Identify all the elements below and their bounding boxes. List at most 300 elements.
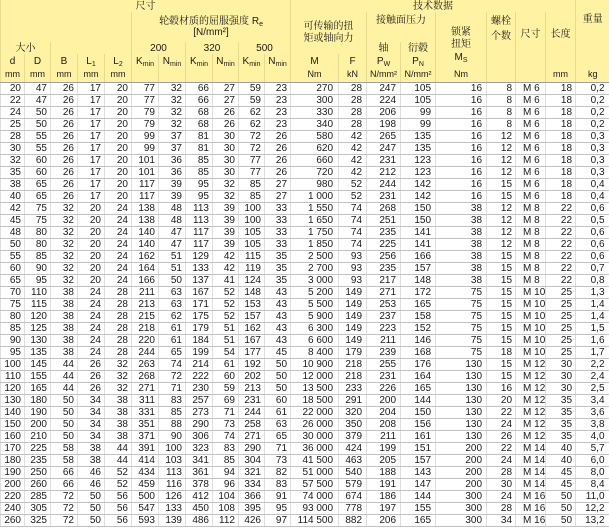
cell-axial-force-f: 424: [339, 442, 367, 454]
cell-length-l1: 24: [78, 286, 105, 298]
cell-kmin-500: 167: [239, 334, 265, 346]
cell-tightening-torque-ms: 38: [436, 202, 487, 214]
cell-pressure-shaft: 188: [367, 466, 401, 478]
cell-outer-d: 80: [25, 238, 51, 250]
unit-blank: [516, 68, 546, 82]
contact-pressure-header: 接触面压力: [367, 12, 436, 42]
tightening-symbol-sub: S: [462, 56, 468, 64]
table-row: [1, 286, 609, 298]
cell-torque-m: 300: [291, 94, 339, 106]
cell-outer-d: 90: [25, 262, 51, 274]
cell-width-b: 38: [51, 334, 78, 346]
cell-kmin-200: 101: [132, 166, 159, 178]
cell-bolt-size: M 10: [516, 310, 546, 322]
cell-bolt-size: M 6: [516, 178, 546, 190]
cell-nmin-320: 52: [213, 310, 239, 322]
cell-tightening-torque-ms: 130: [436, 358, 487, 370]
cell-outer-d: 120: [25, 310, 51, 322]
cell-weight: 0,4: [576, 178, 609, 190]
cell-width-b: 26: [51, 82, 78, 94]
symbol-base: K: [136, 55, 143, 67]
symbol-sub: W: [383, 60, 391, 68]
cell-pressure-hub: 165: [401, 298, 436, 310]
cell-pressure-shaft: 206: [367, 514, 401, 526]
symbol-b: [51, 54, 78, 68]
cell-torque-m: 580: [291, 130, 339, 142]
cell-nmin-320: 39: [213, 214, 239, 226]
cell-nmin-200: 37: [159, 130, 186, 142]
cell-length-l2: 38: [105, 430, 132, 442]
cell-kmin-200: 218: [132, 322, 159, 334]
cell-bore-d: 130: [1, 394, 25, 406]
cell-kmin-500: 153: [239, 298, 265, 310]
cell-length-l2: 52: [105, 466, 132, 478]
cell-bolt-length: 22: [546, 202, 576, 214]
cell-bolt-length: 18: [546, 118, 576, 130]
cell-weight: 6,0: [576, 454, 609, 466]
cell-bore-d: 50: [1, 238, 25, 250]
cell-nmin-500: 63: [265, 418, 291, 430]
cell-pressure-hub: 152: [401, 322, 436, 334]
cell-bolt-size: M 8: [516, 226, 546, 238]
table-row: [1, 370, 609, 382]
cell-nmin-200: 61: [159, 334, 186, 346]
cell-weight: 0,2: [576, 82, 609, 94]
cell-bolt-size: M 8: [516, 250, 546, 262]
cell-kmin-200: 77: [132, 82, 159, 94]
cell-bolt-count: 12: [487, 226, 516, 238]
cell-length-l1: 26: [78, 358, 105, 370]
cell-pressure-shaft: 197: [367, 502, 401, 514]
cell-tightening-torque-ms: 16: [436, 166, 487, 178]
cell-length-l2: 32: [105, 370, 132, 382]
cell-bore-d: 80: [1, 310, 25, 322]
symbol-kmin-320: [186, 54, 213, 68]
cell-nmin-320: 27: [213, 82, 239, 94]
cell-bolt-count: 15: [487, 334, 516, 346]
cell-weight: 0,6: [576, 202, 609, 214]
cell-kmin-500: 162: [239, 322, 265, 334]
cell-bolt-count: 15: [487, 310, 516, 322]
cell-tightening-torque-ms: 16: [436, 94, 487, 106]
cell-length-l2: 20: [105, 154, 132, 166]
cell-nmin-500: 27: [265, 190, 291, 202]
cell-outer-d: 200: [25, 418, 51, 430]
cell-axial-force-f: 179: [339, 346, 367, 358]
cell-nmin-320: 32: [213, 190, 239, 202]
cell-kmin-500: 62: [239, 118, 265, 130]
cell-kmin-200: 101: [132, 154, 159, 166]
cell-weight: 1,5: [576, 322, 609, 334]
cell-nmin-500: 27: [265, 178, 291, 190]
cell-bore-d: 100: [1, 358, 25, 370]
cell-kmin-320: 81: [186, 130, 213, 142]
cell-length-l1: 17: [78, 142, 105, 154]
cell-length-l1: 50: [78, 490, 105, 502]
cell-kmin-320: 175: [186, 310, 213, 322]
bolt-length-header: 长度: [546, 12, 576, 68]
transmissible-line-1: 可传输的扭: [303, 21, 354, 32]
cell-length-l2: 20: [105, 178, 132, 190]
cell-tightening-torque-ms: 38: [436, 262, 487, 274]
cell-width-b: 72: [51, 502, 78, 514]
cell-nmin-320: 32: [213, 178, 239, 190]
cell-kmin-500: 124: [239, 274, 265, 286]
unit-blank: [265, 68, 291, 82]
cell-bore-d: 260: [1, 514, 25, 526]
cell-nmin-500: 73: [265, 454, 291, 466]
cell-bore-d: 32: [1, 154, 25, 166]
cell-nmin-500: 43: [265, 298, 291, 310]
cell-kmin-200: 215: [132, 310, 159, 322]
cell-weight: 0,2: [576, 118, 609, 130]
size-label: 大小: [1, 42, 51, 54]
cell-bore-d: 110: [1, 370, 25, 382]
cell-bore-d: 75: [1, 298, 25, 310]
cell-nmin-200: 113: [159, 466, 186, 478]
cell-bore-d: 190: [1, 466, 25, 478]
cell-nmin-500: 23: [265, 82, 291, 94]
cell-kmin-200: 213: [132, 298, 159, 310]
cell-nmin-500: 23: [265, 94, 291, 106]
cell-nmin-320: 94: [213, 466, 239, 478]
unit-blank: [132, 68, 159, 82]
cell-nmin-200: 32: [159, 94, 186, 106]
cell-kmin-200: 371: [132, 430, 159, 442]
cell-bolt-count: 15: [487, 298, 516, 310]
cell-kmin-320: 306: [186, 430, 213, 442]
transmissible-torque-header: [291, 12, 367, 54]
cell-width-b: 26: [51, 190, 78, 202]
cell-bolt-size: M 10: [516, 322, 546, 334]
cell-kmin-200: 164: [132, 262, 159, 274]
symbol-base: L: [113, 55, 119, 67]
cell-pressure-shaft: 265: [367, 130, 401, 142]
cell-kmin-320: 184: [186, 334, 213, 346]
cell-nmin-320: 30: [213, 154, 239, 166]
cell-weight: 0,8: [576, 274, 609, 286]
cell-pressure-shaft: 256: [367, 250, 401, 262]
cell-length-l2: 24: [105, 262, 132, 274]
cell-tightening-torque-ms: 130: [436, 370, 487, 382]
cell-axial-force-f: 320: [339, 406, 367, 418]
cell-width-b: 26: [51, 154, 78, 166]
table-row: [1, 166, 609, 178]
cell-weight: 1,7: [576, 346, 609, 358]
cell-pressure-hub: 99: [401, 118, 436, 130]
cell-nmin-500: 43: [265, 310, 291, 322]
cell-tightening-torque-ms: 38: [436, 274, 487, 286]
cell-outer-d: 125: [25, 322, 51, 334]
cell-nmin-500: 50: [265, 370, 291, 382]
unit-pressure-shaft: N/mm²: [367, 68, 401, 82]
table-row: [1, 502, 609, 514]
cell-bore-d: 200: [1, 478, 25, 490]
cell-kmin-200: 138: [132, 202, 159, 214]
cell-nmin-500: 50: [265, 382, 291, 394]
cell-kmin-500: 59: [239, 82, 265, 94]
cell-width-b: 32: [51, 214, 78, 226]
cell-width-b: 44: [51, 370, 78, 382]
group-technical-header: 技术数据: [291, 0, 576, 12]
cell-outer-d: 285: [25, 490, 51, 502]
cell-bolt-size: M 10: [516, 286, 546, 298]
cell-axial-force-f: 74: [339, 238, 367, 250]
cell-nmin-500: 97: [265, 514, 291, 526]
cell-pressure-shaft: 244: [367, 178, 401, 190]
cell-length-l1: 26: [78, 370, 105, 382]
cell-weight: 0,3: [576, 166, 609, 178]
cell-bolt-length: 18: [546, 142, 576, 154]
cell-torque-m: 30 000: [291, 430, 339, 442]
cell-bolt-length: 25: [546, 334, 576, 346]
cell-kmin-320: 378: [186, 478, 213, 490]
cell-kmin-500: 59: [239, 94, 265, 106]
cell-bolt-length: 50: [546, 514, 576, 526]
cell-weight: 1,6: [576, 334, 609, 346]
cell-torque-m: 2 700: [291, 262, 339, 274]
cell-nmin-320: 39: [213, 226, 239, 238]
cell-length-l1: 24: [78, 346, 105, 358]
cell-bolt-length: 30: [546, 382, 576, 394]
symbol-sub: min: [249, 60, 261, 68]
tightening-torque-header: [436, 12, 487, 68]
bolt-line-2: 个数: [491, 31, 512, 42]
cell-kmin-320: 137: [186, 274, 213, 286]
cell-kmin-500: 85: [239, 178, 265, 190]
cell-weight: 0,3: [576, 130, 609, 142]
cell-length-l2: 56: [105, 502, 132, 514]
cell-outer-d: 75: [25, 202, 51, 214]
symbol-sub: min: [223, 60, 235, 68]
cell-tightening-torque-ms: 300: [436, 490, 487, 502]
cell-weight: 1,4: [576, 310, 609, 322]
symbol-base: d: [9, 55, 16, 67]
cell-torque-m: 1 650: [291, 214, 339, 226]
cell-axial-force-f: 463: [339, 454, 367, 466]
cell-pressure-shaft: 204: [367, 406, 401, 418]
symbol-torque-m: [291, 54, 339, 68]
cell-bore-d: 240: [1, 502, 25, 514]
cell-torque-m: 1 750: [291, 226, 339, 238]
cell-torque-m: 980: [291, 178, 339, 190]
symbol-l2: [105, 54, 132, 68]
cell-nmin-200: 32: [159, 82, 186, 94]
cell-nmin-200: 100: [159, 442, 186, 454]
cell-bolt-length: 50: [546, 502, 576, 514]
cell-bore-d: 45: [1, 214, 25, 226]
cell-kmin-200: 79: [132, 118, 159, 130]
cell-kmin-200: 79: [132, 106, 159, 118]
cell-length-l1: 17: [78, 190, 105, 202]
symbol-base: D: [33, 55, 42, 67]
cell-nmin-200: 32: [159, 106, 186, 118]
cell-outer-d: 110: [25, 286, 51, 298]
yield-strength-sub: e: [259, 21, 263, 28]
cell-torque-m: 114 500: [291, 514, 339, 526]
cell-torque-m: 57 500: [291, 478, 339, 490]
tightening-line-1: 锁紧: [451, 26, 472, 38]
cell-nmin-200: 74: [159, 358, 186, 370]
cell-torque-m: 18 500: [291, 394, 339, 406]
symbol-nmin-320: [213, 54, 239, 68]
cell-width-b: 32: [51, 202, 78, 214]
cell-tightening-torque-ms: 75: [436, 322, 487, 334]
table-row: [1, 202, 609, 214]
cell-bore-d: 65: [1, 274, 25, 286]
cell-nmin-320: 71: [213, 406, 239, 418]
cell-kmin-320: 113: [186, 214, 213, 226]
cell-length-l2: 20: [105, 130, 132, 142]
yield-strength-header: [132, 12, 291, 42]
symbol-nmin-500: [265, 54, 291, 68]
cell-torque-m: 620: [291, 142, 339, 154]
cell-outer-d: 65: [25, 190, 51, 202]
table-row: [1, 382, 609, 394]
cell-pressure-shaft: 200: [367, 394, 401, 406]
table-row: [1, 442, 609, 454]
cell-pressure-shaft: 251: [367, 214, 401, 226]
cell-nmin-320: 39: [213, 238, 239, 250]
cell-weight: 0,6: [576, 238, 609, 250]
cell-kmin-320: 66: [186, 94, 213, 106]
cell-nmin-500: 33: [265, 226, 291, 238]
cell-pressure-hub: 168: [401, 346, 436, 358]
cell-nmin-500: 95: [265, 502, 291, 514]
cell-kmin-500: 426: [239, 514, 265, 526]
cell-outer-d: 165: [25, 382, 51, 394]
cell-bolt-count: 12: [487, 154, 516, 166]
cell-bore-d: 220: [1, 490, 25, 502]
cell-pressure-hub: 155: [401, 502, 436, 514]
cell-nmin-320: 104: [213, 490, 239, 502]
cell-kmin-500: 366: [239, 490, 265, 502]
cell-bore-d: 40: [1, 190, 25, 202]
cell-torque-m: 2 500: [291, 250, 339, 262]
cell-nmin-500: 26: [265, 154, 291, 166]
cell-kmin-320: 171: [186, 298, 213, 310]
cell-weight: 12,2: [576, 502, 609, 514]
cell-axial-force-f: 882: [339, 514, 367, 526]
symbol-force-f: [339, 54, 367, 68]
unit-l1: mm: [78, 68, 105, 82]
cell-nmin-500: 33: [265, 202, 291, 214]
cell-axial-force-f: 149: [339, 298, 367, 310]
cell-axial-force-f: 379: [339, 430, 367, 442]
cell-weight: 3,4: [576, 394, 609, 406]
cell-pressure-shaft: 211: [367, 334, 401, 346]
cell-weight: 0,4: [576, 190, 609, 202]
table-row: [1, 310, 609, 322]
cell-bolt-count: 20: [487, 394, 516, 406]
cell-tightening-torque-ms: 75: [436, 286, 487, 298]
cell-bolt-length: 22: [546, 250, 576, 262]
cell-bore-d: 70: [1, 286, 25, 298]
cell-bolt-count: 30: [487, 478, 516, 490]
cell-kmin-320: 133: [186, 262, 213, 274]
cell-bolt-size: M 6: [516, 118, 546, 130]
cell-nmin-320: 30: [213, 130, 239, 142]
cell-bolt-size: M 6: [516, 82, 546, 94]
cell-outer-d: 325: [25, 514, 51, 526]
symbol-sub: min: [142, 60, 154, 68]
cell-outer-d: 305: [25, 502, 51, 514]
cell-axial-force-f: 291: [339, 394, 367, 406]
cell-bolt-count: 8: [487, 94, 516, 106]
cell-bolt-count: 15: [487, 370, 516, 382]
cell-bore-d: 95: [1, 346, 25, 358]
cell-kmin-320: 117: [186, 226, 213, 238]
cell-bolt-size: M 12: [516, 430, 546, 442]
table-row: [1, 106, 609, 118]
cell-tightening-torque-ms: 38: [436, 238, 487, 250]
cell-kmin-320: 222: [186, 370, 213, 382]
cell-kmin-500: 192: [239, 358, 265, 370]
cell-kmin-320: 323: [186, 442, 213, 454]
cell-length-l1: 34: [78, 418, 105, 430]
cell-kmin-200: 434: [132, 466, 159, 478]
cell-axial-force-f: 350: [339, 418, 367, 430]
cell-bolt-size: M 8: [516, 202, 546, 214]
cell-bolt-size: M 6: [516, 154, 546, 166]
bolt-count-header: [487, 12, 516, 68]
cell-width-b: 44: [51, 382, 78, 394]
cell-kmin-200: 140: [132, 226, 159, 238]
cell-nmin-200: 139: [159, 514, 186, 526]
cell-pressure-shaft: 235: [367, 226, 401, 238]
cell-length-l2: 20: [105, 142, 132, 154]
unit-torque: Nm: [291, 68, 339, 82]
unit-blank: [186, 68, 213, 82]
cell-torque-m: 270: [291, 82, 339, 94]
cell-bolt-size: M 10: [516, 346, 546, 358]
cell-bolt-length: 40: [546, 454, 576, 466]
cell-length-l2: 20: [105, 82, 132, 94]
cell-tightening-torque-ms: 75: [436, 346, 487, 358]
cell-pressure-shaft: 225: [367, 238, 401, 250]
cell-pressure-hub: 161: [401, 430, 436, 442]
cell-torque-m: 5 200: [291, 286, 339, 298]
table-row: [1, 514, 609, 526]
cell-kmin-500: 105: [239, 238, 265, 250]
cell-kmin-500: 244: [239, 406, 265, 418]
cell-pressure-hub: 164: [401, 370, 436, 382]
cell-axial-force-f: 778: [339, 502, 367, 514]
cell-length-l1: 34: [78, 406, 105, 418]
cell-axial-force-f: 74: [339, 214, 367, 226]
cell-bore-d: 90: [1, 334, 25, 346]
cell-bore-d: 140: [1, 406, 25, 418]
cell-torque-m: 22 000: [291, 406, 339, 418]
cell-axial-force-f: 674: [339, 490, 367, 502]
cell-length-l2: 38: [105, 406, 132, 418]
table-row: [1, 82, 609, 94]
cell-pressure-hub: 143: [401, 466, 436, 478]
cell-width-b: 26: [51, 130, 78, 142]
cell-bolt-count: 22: [487, 442, 516, 454]
cell-nmin-200: 85: [159, 406, 186, 418]
cell-kmin-500: 321: [239, 466, 265, 478]
cell-axial-force-f: 149: [339, 334, 367, 346]
cell-length-l2: 56: [105, 490, 132, 502]
cell-pressure-hub: 165: [401, 382, 436, 394]
cell-kmin-320: 214: [186, 358, 213, 370]
size-header-blank: [1, 12, 132, 42]
cell-axial-force-f: 218: [339, 358, 367, 370]
header-row-titles: [1, 12, 609, 42]
cell-kmin-200: 162: [132, 250, 159, 262]
cell-kmin-500: 72: [239, 142, 265, 154]
